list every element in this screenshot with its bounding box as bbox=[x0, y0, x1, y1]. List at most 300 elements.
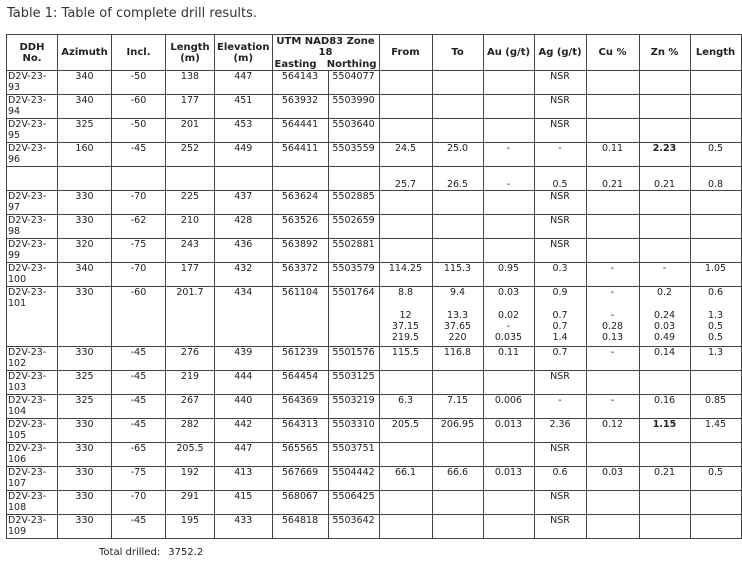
cell-incl: -65 bbox=[112, 443, 166, 467]
cell-to: 115.3 bbox=[432, 263, 483, 287]
cell-length bbox=[690, 491, 741, 515]
cell-length: 0.5 bbox=[690, 143, 741, 167]
cell-northing: 5504442 bbox=[328, 467, 379, 491]
table-row bbox=[7, 515, 742, 539]
cell-au: 0.95 bbox=[483, 263, 534, 287]
cell-length-m: 225 bbox=[166, 191, 215, 215]
cell-easting: 563892 bbox=[272, 239, 328, 263]
table-row bbox=[7, 71, 742, 95]
cell-cu bbox=[586, 71, 639, 95]
cell-ag: NSR bbox=[534, 191, 586, 215]
cell-au: - bbox=[483, 143, 534, 167]
cell-ddh: D2V-23- 96 bbox=[7, 143, 58, 167]
cell-length-m: 201 bbox=[166, 119, 215, 143]
cell-northing bbox=[328, 167, 379, 191]
cell-zn bbox=[639, 443, 690, 467]
cell-northing: 5501576 bbox=[328, 347, 379, 371]
cell-ag: NSR bbox=[534, 119, 586, 143]
cell-azimuth: 330 bbox=[58, 191, 112, 215]
cell-elevation: 442 bbox=[215, 419, 273, 443]
cell-length bbox=[690, 71, 741, 95]
cell-length-m: 276 bbox=[166, 347, 215, 371]
cell-zn bbox=[639, 215, 690, 239]
cell-zn: 0.21 bbox=[639, 167, 690, 191]
cell-zn bbox=[639, 371, 690, 395]
cell-incl: -45 bbox=[112, 347, 166, 371]
cell-to: 26.5 bbox=[432, 167, 483, 191]
cell-ag: 0.6 bbox=[534, 467, 586, 491]
cell-length bbox=[690, 371, 741, 395]
cell-to bbox=[432, 215, 483, 239]
cell-northing: 5503642 bbox=[328, 515, 379, 539]
cell-cu: - bbox=[586, 287, 639, 311]
cell-from: 12 37.15 219.5 bbox=[379, 310, 432, 347]
cell-zn: 2.23 bbox=[639, 143, 690, 167]
cell-azimuth: 340 bbox=[58, 71, 112, 95]
cell-azimuth: 340 bbox=[58, 263, 112, 287]
cell-incl bbox=[112, 167, 166, 191]
cell-from: 24.5 bbox=[379, 143, 432, 167]
cell-easting: 564818 bbox=[272, 515, 328, 539]
cell-to: 66.6 bbox=[432, 467, 483, 491]
cell-ag: NSR bbox=[534, 515, 586, 539]
cell-to: 25.0 bbox=[432, 143, 483, 167]
cell-ddh: D2V-23- 97 bbox=[7, 191, 58, 215]
cell-elevation: 433 bbox=[215, 515, 273, 539]
table-caption: Table 1: Table of complete drill results. bbox=[7, 6, 258, 21]
cell-azimuth: 340 bbox=[58, 95, 112, 119]
cell-cu bbox=[586, 95, 639, 119]
cell-elevation: 415 bbox=[215, 491, 273, 515]
cell-length bbox=[690, 191, 741, 215]
cell-length-m: 177 bbox=[166, 263, 215, 287]
cell-azimuth: 160 bbox=[58, 143, 112, 167]
cell-ddh: D2V-23- 93 bbox=[7, 71, 58, 95]
cell-ddh: D2V-23- 100 bbox=[7, 263, 58, 287]
cell-ag: - bbox=[534, 395, 586, 419]
cell-au: - bbox=[483, 167, 534, 191]
cell-azimuth: 330 bbox=[58, 287, 112, 311]
cell-incl: -45 bbox=[112, 419, 166, 443]
cell-northing: 5501764 bbox=[328, 287, 379, 311]
cell-incl: -60 bbox=[112, 287, 166, 311]
cell-to bbox=[432, 239, 483, 263]
cell-length-m: 282 bbox=[166, 419, 215, 443]
cell-elevation: 432 bbox=[215, 263, 273, 287]
cell-au bbox=[483, 443, 534, 467]
cell-incl: -70 bbox=[112, 263, 166, 287]
cell-azimuth: 320 bbox=[58, 239, 112, 263]
cell-ag: - bbox=[534, 143, 586, 167]
cell-elevation: 447 bbox=[215, 71, 273, 95]
cell-zn: 1.15 bbox=[639, 419, 690, 443]
cell-cu bbox=[586, 443, 639, 467]
cell-northing: 5503125 bbox=[328, 371, 379, 395]
cell-from bbox=[379, 215, 432, 239]
cell-cu: 0.11 bbox=[586, 143, 639, 167]
cell-ag: 0.7 0.7 1.4 bbox=[534, 310, 586, 347]
cell-ag: NSR bbox=[534, 371, 586, 395]
cell-zn: 0.2 bbox=[639, 287, 690, 311]
cell-incl: -75 bbox=[112, 239, 166, 263]
cell-length bbox=[690, 119, 741, 143]
cell-cu bbox=[586, 491, 639, 515]
cell-to bbox=[432, 119, 483, 143]
cell-incl: -45 bbox=[112, 143, 166, 167]
cell-easting: 565565 bbox=[272, 443, 328, 467]
cell-zn bbox=[639, 71, 690, 95]
cell-cu bbox=[586, 239, 639, 263]
cell-ddh: D2V-23- 94 bbox=[7, 95, 58, 119]
cell-au bbox=[483, 239, 534, 263]
table-row bbox=[7, 215, 742, 239]
cell-length-m: 219 bbox=[166, 371, 215, 395]
cell-to: 9.4 bbox=[432, 287, 483, 311]
cell-elevation bbox=[215, 167, 273, 191]
cell-au bbox=[483, 515, 534, 539]
cell-easting: 563526 bbox=[272, 215, 328, 239]
cell-ddh bbox=[7, 310, 58, 347]
cell-au: 0.013 bbox=[483, 467, 534, 491]
cell-to bbox=[432, 191, 483, 215]
cell-elevation: 436 bbox=[215, 239, 273, 263]
cell-azimuth: 330 bbox=[58, 215, 112, 239]
cell-length: 0.85 bbox=[690, 395, 741, 419]
cell-length-m: 138 bbox=[166, 71, 215, 95]
cell-cu bbox=[586, 515, 639, 539]
cell-incl: -50 bbox=[112, 119, 166, 143]
cell-from bbox=[379, 371, 432, 395]
cell-length-m bbox=[166, 167, 215, 191]
cell-elevation: 434 bbox=[215, 287, 273, 311]
cell-au bbox=[483, 371, 534, 395]
cell-incl: -60 bbox=[112, 95, 166, 119]
cell-length bbox=[690, 95, 741, 119]
cell-cu: - bbox=[586, 347, 639, 371]
cell-length: 1.45 bbox=[690, 419, 741, 443]
cell-northing: 5503559 bbox=[328, 143, 379, 167]
cell-ddh: D2V-23- 107 bbox=[7, 467, 58, 491]
cell-length-m: 192 bbox=[166, 467, 215, 491]
header-length: Length bbox=[690, 35, 741, 71]
table-row bbox=[7, 287, 742, 311]
cell-from bbox=[379, 239, 432, 263]
cell-au bbox=[483, 191, 534, 215]
cell-from: 25.7 bbox=[379, 167, 432, 191]
drill-results-table bbox=[6, 34, 742, 539]
cell-elevation: 439 bbox=[215, 347, 273, 371]
cell-from: 8.8 bbox=[379, 287, 432, 311]
cell-northing: 5503640 bbox=[328, 119, 379, 143]
cell-au bbox=[483, 71, 534, 95]
cell-elevation bbox=[215, 310, 273, 347]
cell-easting: 564369 bbox=[272, 395, 328, 419]
header-incl: Incl. bbox=[112, 35, 166, 71]
cell-easting: 563932 bbox=[272, 95, 328, 119]
header-from: From bbox=[379, 35, 432, 71]
cell-ddh: D2V-23- 106 bbox=[7, 443, 58, 467]
cell-length-m: 210 bbox=[166, 215, 215, 239]
cell-to: 206.95 bbox=[432, 419, 483, 443]
header-ddh: DDH No. bbox=[7, 35, 58, 71]
cell-from: 66.1 bbox=[379, 467, 432, 491]
cell-to: 13.3 37.65 220 bbox=[432, 310, 483, 347]
cell-azimuth: 330 bbox=[58, 347, 112, 371]
cell-zn: - bbox=[639, 263, 690, 287]
table-row bbox=[7, 443, 742, 467]
cell-ddh: D2V-23- 109 bbox=[7, 515, 58, 539]
cell-easting: 564411 bbox=[272, 143, 328, 167]
table-row bbox=[7, 143, 742, 167]
cell-from bbox=[379, 443, 432, 467]
cell-northing: 5503310 bbox=[328, 419, 379, 443]
cell-ddh: D2V-23- 102 bbox=[7, 347, 58, 371]
cell-azimuth: 330 bbox=[58, 491, 112, 515]
cell-from bbox=[379, 119, 432, 143]
cell-ddh: D2V-23- 95 bbox=[7, 119, 58, 143]
cell-northing: 5503219 bbox=[328, 395, 379, 419]
cell-northing: 5503751 bbox=[328, 443, 379, 467]
cell-au bbox=[483, 119, 534, 143]
cell-azimuth: 330 bbox=[58, 443, 112, 467]
table-row bbox=[7, 119, 742, 143]
cell-northing: 5502885 bbox=[328, 191, 379, 215]
cell-azimuth: 330 bbox=[58, 515, 112, 539]
cell-zn bbox=[639, 491, 690, 515]
cell-northing bbox=[328, 310, 379, 347]
header-northing: Northing bbox=[326, 59, 377, 70]
table-row bbox=[7, 347, 742, 371]
cell-ag: 2.36 bbox=[534, 419, 586, 443]
cell-incl: -62 bbox=[112, 215, 166, 239]
cell-zn bbox=[639, 191, 690, 215]
cell-length-m: 252 bbox=[166, 143, 215, 167]
cell-length-m: 195 bbox=[166, 515, 215, 539]
table-row bbox=[7, 191, 742, 215]
header-utm bbox=[272, 35, 379, 71]
cell-ag: 0.7 bbox=[534, 347, 586, 371]
cell-from: 6.3 bbox=[379, 395, 432, 419]
cell-length: 0.5 bbox=[690, 467, 741, 491]
cell-northing: 5504077 bbox=[328, 71, 379, 95]
cell-ag: 0.3 bbox=[534, 263, 586, 287]
cell-zn: 0.16 bbox=[639, 395, 690, 419]
cell-ag: NSR bbox=[534, 95, 586, 119]
table-row bbox=[7, 371, 742, 395]
header-easting: Easting bbox=[274, 59, 317, 70]
table-row bbox=[7, 419, 742, 443]
cell-length: 0.6 bbox=[690, 287, 741, 311]
cell-zn: 0.14 bbox=[639, 347, 690, 371]
cell-length-m: 201.7 bbox=[166, 287, 215, 311]
header-to: To bbox=[432, 35, 483, 71]
cell-cu bbox=[586, 119, 639, 143]
table-row bbox=[7, 491, 742, 515]
cell-elevation: 444 bbox=[215, 371, 273, 395]
cell-ddh: D2V-23- 105 bbox=[7, 419, 58, 443]
cell-cu: 0.21 bbox=[586, 167, 639, 191]
cell-northing: 5503579 bbox=[328, 263, 379, 287]
total-drilled-label: Total drilled: bbox=[99, 547, 161, 558]
cell-from: 115.5 bbox=[379, 347, 432, 371]
cell-easting: 568067 bbox=[272, 491, 328, 515]
cell-easting bbox=[272, 310, 328, 347]
header-au: Au (g/t) bbox=[483, 35, 534, 71]
cell-azimuth: 330 bbox=[58, 467, 112, 491]
cell-incl: -50 bbox=[112, 71, 166, 95]
table-row bbox=[7, 239, 742, 263]
cell-cu: 0.03 bbox=[586, 467, 639, 491]
total-drilled bbox=[99, 547, 211, 558]
cell-ag: NSR bbox=[534, 239, 586, 263]
cell-incl: -70 bbox=[112, 191, 166, 215]
cell-northing: 5502881 bbox=[328, 239, 379, 263]
table-row bbox=[7, 310, 742, 347]
cell-cu: - bbox=[586, 395, 639, 419]
header-zn: Zn % bbox=[639, 35, 690, 71]
cell-azimuth: 325 bbox=[58, 395, 112, 419]
cell-length: 0.8 bbox=[690, 167, 741, 191]
cell-zn bbox=[639, 239, 690, 263]
cell-length-m: 177 bbox=[166, 95, 215, 119]
cell-ddh: D2V-23- 103 bbox=[7, 371, 58, 395]
header-ag: Ag (g/t) bbox=[534, 35, 586, 71]
cell-incl: -45 bbox=[112, 395, 166, 419]
cell-ddh: D2V-23- 101 bbox=[7, 287, 58, 311]
cell-ag: NSR bbox=[534, 71, 586, 95]
cell-au: 0.006 bbox=[483, 395, 534, 419]
cell-au bbox=[483, 95, 534, 119]
header-utm-title: UTM NAD83 Zone 18 bbox=[276, 36, 375, 58]
cell-northing: 5502659 bbox=[328, 215, 379, 239]
cell-elevation: 447 bbox=[215, 443, 273, 467]
cell-zn: 0.21 bbox=[639, 467, 690, 491]
cell-to bbox=[432, 515, 483, 539]
cell-to bbox=[432, 71, 483, 95]
cell-azimuth bbox=[58, 310, 112, 347]
header-elevation-m: Elevation (m) bbox=[215, 35, 273, 71]
header-cu: Cu % bbox=[586, 35, 639, 71]
cell-easting: 564454 bbox=[272, 371, 328, 395]
cell-au: 0.11 bbox=[483, 347, 534, 371]
cell-northing: 5506425 bbox=[328, 491, 379, 515]
cell-cu: 0.12 bbox=[586, 419, 639, 443]
cell-au: 0.03 bbox=[483, 287, 534, 311]
cell-easting: 563624 bbox=[272, 191, 328, 215]
cell-easting: 561104 bbox=[272, 287, 328, 311]
cell-to: 116.8 bbox=[432, 347, 483, 371]
cell-to bbox=[432, 371, 483, 395]
cell-length-m: 243 bbox=[166, 239, 215, 263]
cell-from: 205.5 bbox=[379, 419, 432, 443]
cell-easting: 564313 bbox=[272, 419, 328, 443]
cell-ag: 0.9 bbox=[534, 287, 586, 311]
cell-to bbox=[432, 443, 483, 467]
cell-elevation: 437 bbox=[215, 191, 273, 215]
cell-incl bbox=[112, 310, 166, 347]
cell-from bbox=[379, 71, 432, 95]
cell-easting bbox=[272, 167, 328, 191]
cell-length-m: 267 bbox=[166, 395, 215, 419]
cell-ddh: D2V-23- 99 bbox=[7, 239, 58, 263]
cell-cu: - 0.28 0.13 bbox=[586, 310, 639, 347]
cell-zn: 0.24 0.03 0.49 bbox=[639, 310, 690, 347]
cell-easting: 567669 bbox=[272, 467, 328, 491]
cell-zn bbox=[639, 119, 690, 143]
cell-length bbox=[690, 443, 741, 467]
cell-easting: 563372 bbox=[272, 263, 328, 287]
cell-au bbox=[483, 215, 534, 239]
table-row bbox=[7, 263, 742, 287]
table-row bbox=[7, 167, 742, 191]
cell-to: 7.15 bbox=[432, 395, 483, 419]
cell-length: 1.3 0.5 0.5 bbox=[690, 310, 741, 347]
table-row bbox=[7, 395, 742, 419]
cell-zn bbox=[639, 95, 690, 119]
cell-cu bbox=[586, 215, 639, 239]
cell-ddh: D2V-23- 98 bbox=[7, 215, 58, 239]
cell-length-m: 291 bbox=[166, 491, 215, 515]
cell-easting: 561239 bbox=[272, 347, 328, 371]
cell-au bbox=[483, 491, 534, 515]
cell-elevation: 451 bbox=[215, 95, 273, 119]
cell-au: 0.013 bbox=[483, 419, 534, 443]
cell-to bbox=[432, 491, 483, 515]
cell-from: 114.25 bbox=[379, 263, 432, 287]
cell-elevation: 440 bbox=[215, 395, 273, 419]
cell-ddh: D2V-23- 108 bbox=[7, 491, 58, 515]
cell-incl: -45 bbox=[112, 371, 166, 395]
cell-incl: -45 bbox=[112, 515, 166, 539]
cell-ag: NSR bbox=[534, 215, 586, 239]
cell-incl: -75 bbox=[112, 467, 166, 491]
cell-easting: 564143 bbox=[272, 71, 328, 95]
cell-length: 1.05 bbox=[690, 263, 741, 287]
cell-ddh bbox=[7, 167, 58, 191]
cell-cu: - bbox=[586, 263, 639, 287]
header-length-m: Length (m) bbox=[166, 35, 215, 71]
cell-ag: 0.5 bbox=[534, 167, 586, 191]
cell-ddh: D2V-23- 104 bbox=[7, 395, 58, 419]
cell-incl: -70 bbox=[112, 491, 166, 515]
cell-length-m: 205.5 bbox=[166, 443, 215, 467]
cell-length-m bbox=[166, 310, 215, 347]
cell-cu bbox=[586, 371, 639, 395]
cell-ag: NSR bbox=[534, 443, 586, 467]
header-azimuth: Azimuth bbox=[58, 35, 112, 71]
cell-elevation: 413 bbox=[215, 467, 273, 491]
cell-from bbox=[379, 95, 432, 119]
cell-elevation: 449 bbox=[215, 143, 273, 167]
cell-ag: NSR bbox=[534, 491, 586, 515]
cell-to bbox=[432, 95, 483, 119]
cell-from bbox=[379, 491, 432, 515]
cell-length bbox=[690, 515, 741, 539]
table-row bbox=[7, 95, 742, 119]
cell-length bbox=[690, 215, 741, 239]
cell-length: 1.3 bbox=[690, 347, 741, 371]
total-drilled-value: 3752.2 bbox=[168, 547, 204, 558]
cell-azimuth: 325 bbox=[58, 119, 112, 143]
cell-elevation: 428 bbox=[215, 215, 273, 239]
cell-azimuth: 330 bbox=[58, 419, 112, 443]
cell-easting: 564441 bbox=[272, 119, 328, 143]
cell-elevation: 453 bbox=[215, 119, 273, 143]
table-row bbox=[7, 467, 742, 491]
cell-northing: 5503990 bbox=[328, 95, 379, 119]
cell-au: 0.02 - 0.035 bbox=[483, 310, 534, 347]
cell-zn bbox=[639, 515, 690, 539]
